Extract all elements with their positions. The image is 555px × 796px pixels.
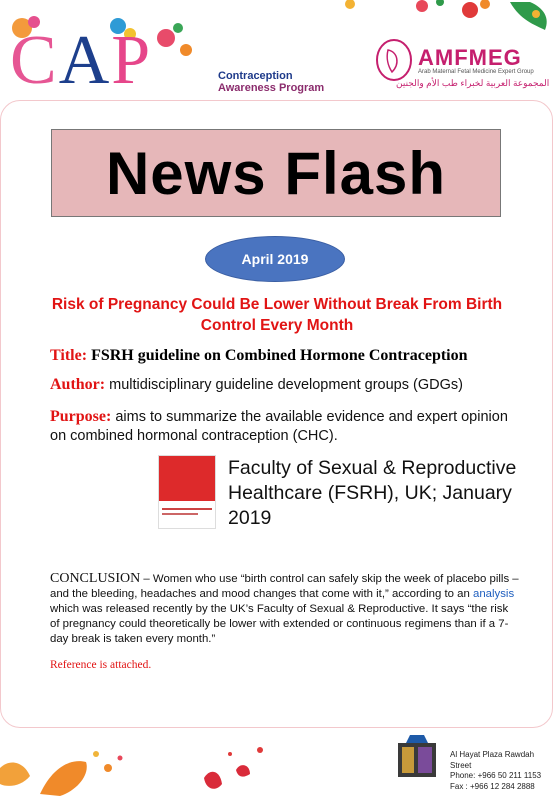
cap-letter-a: A (58, 22, 112, 99)
news-flash-title: News Flash (105, 139, 447, 207)
analysis-link[interactable]: analysis (473, 588, 515, 600)
cap-letter-p: P (111, 22, 153, 99)
footer-splash-decoration (0, 728, 300, 796)
conclusion-label: CONCLUSION (50, 571, 141, 586)
cap-sub-line2: Awareness Program (218, 82, 325, 94)
amfmeg-title: AMFMEG (418, 45, 522, 70)
conclusion-text-2: which was released recently by the UK’s Faculty of Sexual & Reproductive. It says “the risk of pregnancy could theoretically be lower with extended or continuous regimens than if a 7-day break is taken every month.” (50, 603, 509, 645)
purpose-value: aims to summarize the available evidence and expert opinion on combined hormonal contraception (CHC). (50, 409, 508, 444)
address-line1: Al Hayat Plaza Rawdah Street (450, 750, 535, 770)
address-line2: Phone: +966 50 211 1153 (450, 771, 542, 780)
footer-address (450, 750, 555, 792)
conclusion-text-1: – Women who use “birth control can safely skip the week of placebo pills – and the bleeding, headaches and mood changes that come with it,” according to an (50, 573, 519, 600)
author-row (50, 375, 520, 395)
amfmeg-mother-icon (374, 38, 414, 82)
reference-note: Reference is attached. (50, 659, 152, 671)
date-text: April 2019 (241, 251, 309, 267)
amfmeg-arabic-name: المجموعة العربية لخبراء طب الأم والجنين (396, 78, 550, 88)
author-label: Author: (50, 376, 106, 393)
address-line3: Fax : +966 12 284 2888 (450, 781, 535, 791)
title-label: Title: (50, 347, 88, 364)
cap-letter-c: C (10, 22, 59, 99)
purpose-row (50, 407, 520, 446)
purpose-label: Purpose: (50, 408, 112, 425)
guideline-cover-thumbnail (158, 455, 216, 529)
cap-program-name (218, 70, 324, 94)
cap-logo-letters (10, 22, 153, 99)
top-floral-decoration (330, 0, 555, 40)
title-value: FSRH guideline on Combined Hormone Contraception (91, 347, 468, 364)
source-citation: Faculty of Sexual & Reproductive Healthcare (FSRH), UK; January 2019 (228, 457, 517, 529)
title-row (50, 346, 520, 366)
date-badge (205, 236, 345, 282)
footer-logo-icon (396, 733, 438, 779)
news-flash-banner (51, 129, 501, 217)
headline: Risk of Pregnancy Could Be Lower Without Break From Birth Control Every Month (51, 296, 503, 334)
author-value: multidisciplinary guideline development groups (GDGs) (109, 377, 463, 393)
amfmeg-subtitle: Arab Maternal Fetal Medicine Expert Group (418, 69, 534, 75)
cap-sub-line1: Contraception (218, 70, 293, 82)
conclusion-paragraph (50, 571, 520, 647)
